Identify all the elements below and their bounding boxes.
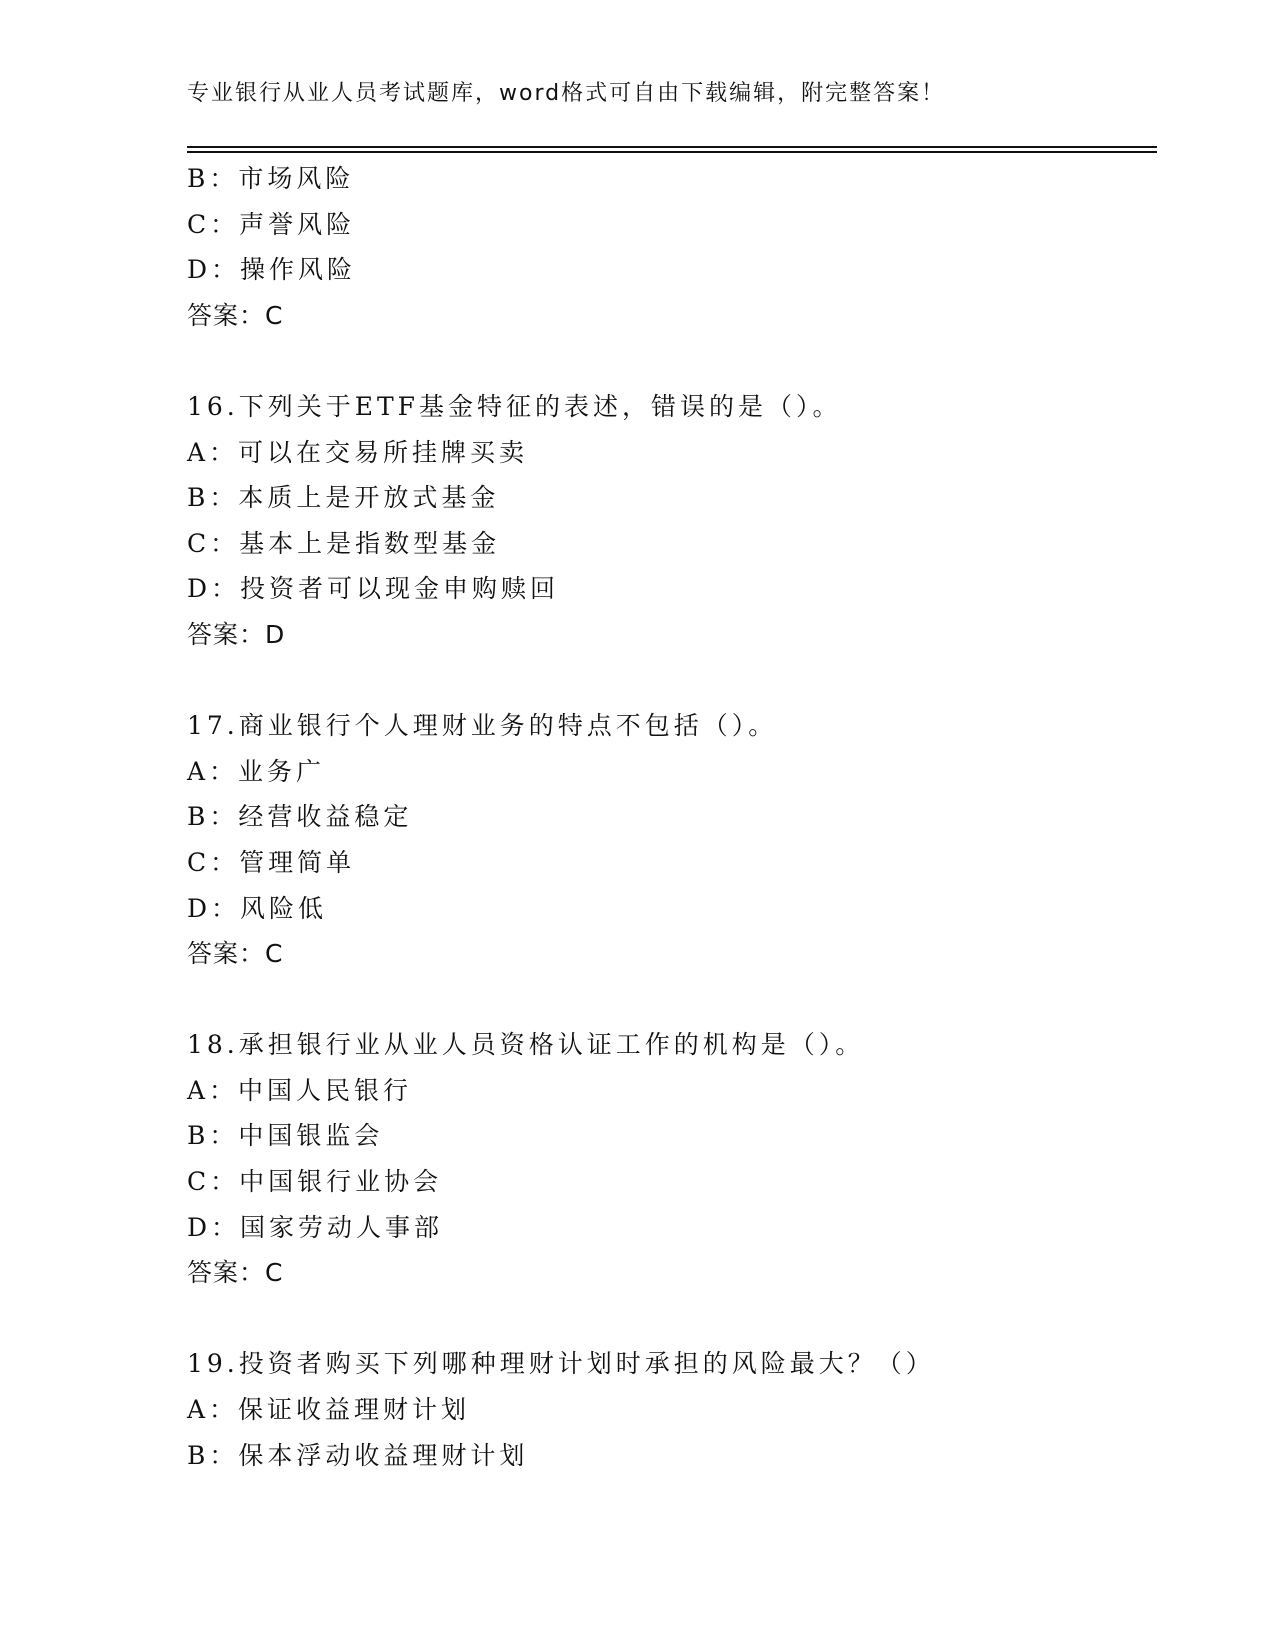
question-17 — [187, 703, 1147, 977]
header-rule-top — [187, 146, 1157, 148]
question-stem: 16.下列关于ETF基金特征的表述，错误的是（）。 — [187, 391, 842, 421]
answer: 答案：D — [187, 619, 286, 649]
option-d: D：操作风险 — [187, 255, 357, 285]
header-rule-bottom — [187, 151, 1157, 153]
option-d: D：风险低 — [187, 893, 328, 923]
answer: 答案：C — [187, 939, 284, 969]
document-body — [187, 156, 1147, 1478]
option-a: A：可以在交易所挂牌买卖 — [187, 437, 529, 467]
option-b: B：保本浮动收益理财计划 — [187, 1440, 529, 1470]
answer: 答案：C — [187, 1258, 284, 1288]
page-header: 专业银行从业人员考试题库，word格式可自由下载编辑，附完整答案！ — [187, 81, 946, 106]
option-b: B：市场风险 — [187, 164, 355, 193]
option-a: A：业务广 — [187, 756, 326, 786]
option-c: C：声誉风险 — [187, 209, 356, 239]
option-d: D：国家劳动人事部 — [187, 1212, 444, 1242]
answer: 答案：C — [187, 300, 284, 330]
question-19 — [187, 1341, 1147, 1478]
option-a: A：中国人民银行 — [187, 1075, 413, 1105]
option-a: A：保证收益理财计划 — [187, 1395, 471, 1425]
option-b: B：中国银监会 — [187, 1121, 384, 1151]
option-c: C：管理简单 — [187, 847, 356, 877]
option-b: B：经营收益稳定 — [187, 802, 413, 832]
option-c: C：基本上是指数型基金 — [187, 528, 501, 558]
question-stem: 17.商业银行个人理财业务的特点不包括（）。 — [187, 711, 778, 741]
question-16 — [187, 384, 1147, 658]
question-stem: 18.承担银行业从业人员资格认证工作的机构是（）。 — [187, 1030, 865, 1060]
question-18 — [187, 1022, 1147, 1296]
continued-question — [187, 156, 1147, 338]
question-stem: 19.投资者购买下列哪种理财计划时承担的风险最大？（） — [187, 1349, 935, 1379]
option-b: B：本质上是开放式基金 — [187, 483, 500, 513]
option-c: C：中国银行业协会 — [187, 1167, 443, 1197]
option-d: D：投资者可以现金申购赎回 — [187, 574, 560, 604]
